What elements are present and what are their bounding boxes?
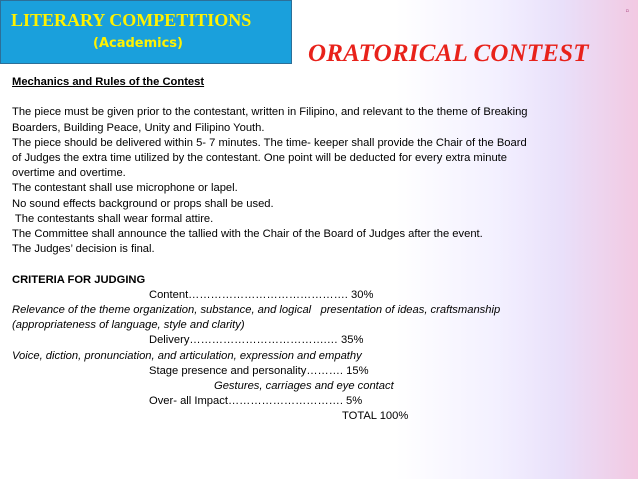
header-subtitle: (Academics) xyxy=(93,36,183,51)
rule-line: The Committee shall announce the tallied with the Chair of the Board of Judges after the event. xyxy=(12,228,483,241)
rule-line: of Judges the extra time utilized by the contestant. One point will be deducted for every extra minute xyxy=(12,152,508,164)
criterion-delivery-desc: Voice, diction, pronunciation, and articulation, expression and empathy xyxy=(12,349,362,362)
spacer xyxy=(12,257,632,272)
criterion-impact: Over- all Impact…………………………. 5% xyxy=(149,395,363,408)
criterion-content-desc: Relevance of the theme organization, substance, and logical presentation of ideas, craftsmanship xyxy=(12,304,501,317)
rule-line: The piece should be delivered within 5- 7 minutes. The time- keeper shall provide the Chair of the Board xyxy=(12,136,527,149)
contest-title: ORATORICAL CONTEST xyxy=(308,40,589,67)
mechanics-heading: Mechanics and Rules of the Contest xyxy=(12,76,205,88)
rule-line: The piece must be given prior to the contestant, written in Filipino, and relevant to the theme of Breaking xyxy=(12,106,528,119)
criteria-total: TOTAL 100% xyxy=(342,410,409,423)
body-text xyxy=(12,75,632,425)
rule-line: The Judges’ decision is final. xyxy=(12,243,155,256)
header-box xyxy=(0,0,292,64)
rule-line: No sound effects background or props shall be used. xyxy=(12,197,274,210)
rule-line: The contestant shall use microphone or lapel. xyxy=(12,182,238,195)
criterion-stage-desc: Gestures, carriages and eye contact xyxy=(214,380,394,393)
criterion-stage: Stage presence and personality………. 15% xyxy=(149,364,369,377)
spacer xyxy=(12,90,632,105)
rule-line: Boarders, Building Peace, Unity and Filipino Youth. xyxy=(12,121,265,134)
criterion-content: Content……………………………………. 30% xyxy=(149,288,374,301)
rule-line: The contestants shall wear formal attire. xyxy=(12,212,214,225)
header-title: LITERARY COMPETITIONS xyxy=(11,10,252,30)
pin-icon: ▫ xyxy=(625,6,629,17)
rule-line: overtime and overtime. xyxy=(12,167,126,180)
criteria-heading: CRITERIA FOR JUDGING xyxy=(12,273,146,286)
criterion-content-desc: (appropriateness of language, style and clarity) xyxy=(12,319,245,332)
criterion-delivery: Delivery……………………………….… 35% xyxy=(149,334,364,347)
